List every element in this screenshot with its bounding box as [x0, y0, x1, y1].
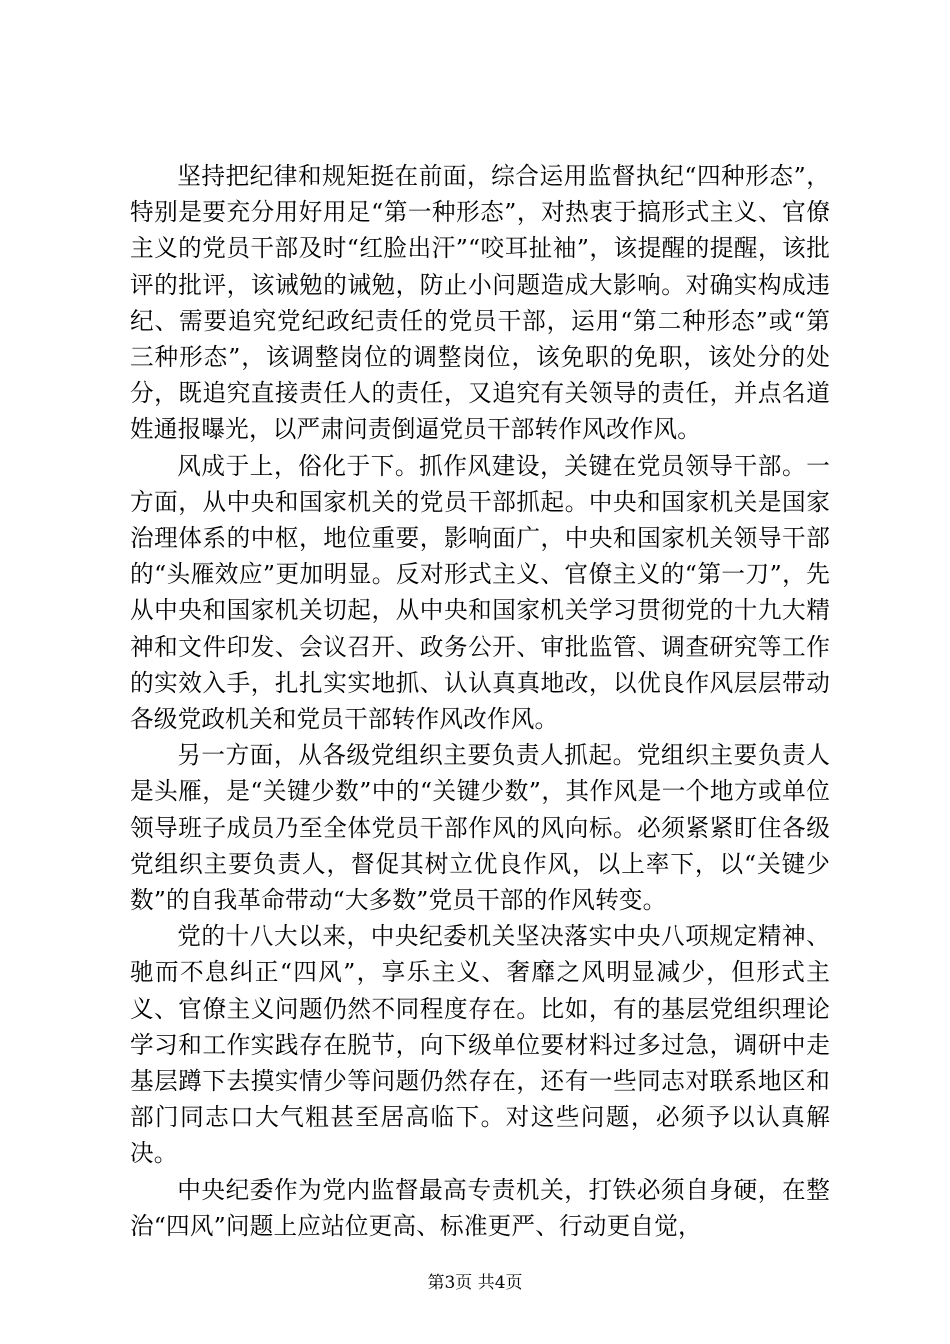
paragraph-3: 另一方面，从各级党组织主要负责人抓起。党组织主要负责人是头雁，是“关键少数”中的“关键少数”，其作风是一个地方或单位领导班子成员乃至全体党员干部作风的风向标。必须紧紧盯住各级党组织主要负责人，督促其树立优良作风，以上率下，以“关键少数”的自我革命带动“大多数”党员干部的作风转变。 — [130, 741, 830, 915]
document-body — [130, 158, 830, 1244]
paragraph-2: 风成于上，俗化于下。抓作风建设，关键在党员领导干部。一方面，从中央和国家机关的党员干部抓起。中央和国家机关是国家治理体系的中枢，地位重要，影响面广，中央和国家机关领导干部的“头雁效应”更加明显。反对形式主义、官僚主义的“第一刀”，先从中央和国家机关切起，从中央和国家机关学习贯彻党的十九大精神和文件印发、会议召开、政务公开、审批监管、调查研究等工作的实效入手，扎扎实实地抓、认认真真地改，以优良作风层层带动各级党政机关和党员干部转作风改作风。 — [130, 451, 830, 734]
paragraph-5: 中央纪委作为党内监督最高专责机关，打铁必须自身硬，在整治“四风”问题上应站位更高、标准更严、行动更自觉， — [130, 1175, 830, 1240]
paragraph-1: 坚持把纪律和规矩挺在前面，综合运用监督执纪“四种形态”，特别是要充分用好用足“第一种形态”，对热衷于搞形式主义、官僚主义的党员干部及时“红脸出汗”“咬耳扯袖”，该提醒的提醒，该批评的批评，该诫勉的诫勉，防止小问题造成大影响。对确实构成违纪、需要追究党纪政纪责任的党员干部，运用“第二种形态”或“第三种形态”，该调整岗位的调整岗位，该免职的免职，该处分的处分，既追究直接责任人的责任，又追究有关领导的责任，并点名道姓通报曝光，以严肃问责倒逼党员干部转作风改作风。 — [130, 162, 830, 444]
page-number-footer: 第3页 共4页 — [427, 1273, 523, 1293]
paragraph-4: 党的十八大以来，中央纪委机关坚决落实中央八项规定精神、驰而不息纠正“四风”，享乐主义、奢靡之风明显减少，但形式主义、官僚主义问题仍然不同程度存在。比如，有的基层党组织理论学习和工作实践存在脱节，向下级单位要材料过多过急，调研中走基层蹲下去摸实情少等问题仍然存在，还有一些同志对联系地区和部门同志口大气粗甚至居高临下。对这些问题，必须予以认真解决。 — [130, 922, 830, 1168]
